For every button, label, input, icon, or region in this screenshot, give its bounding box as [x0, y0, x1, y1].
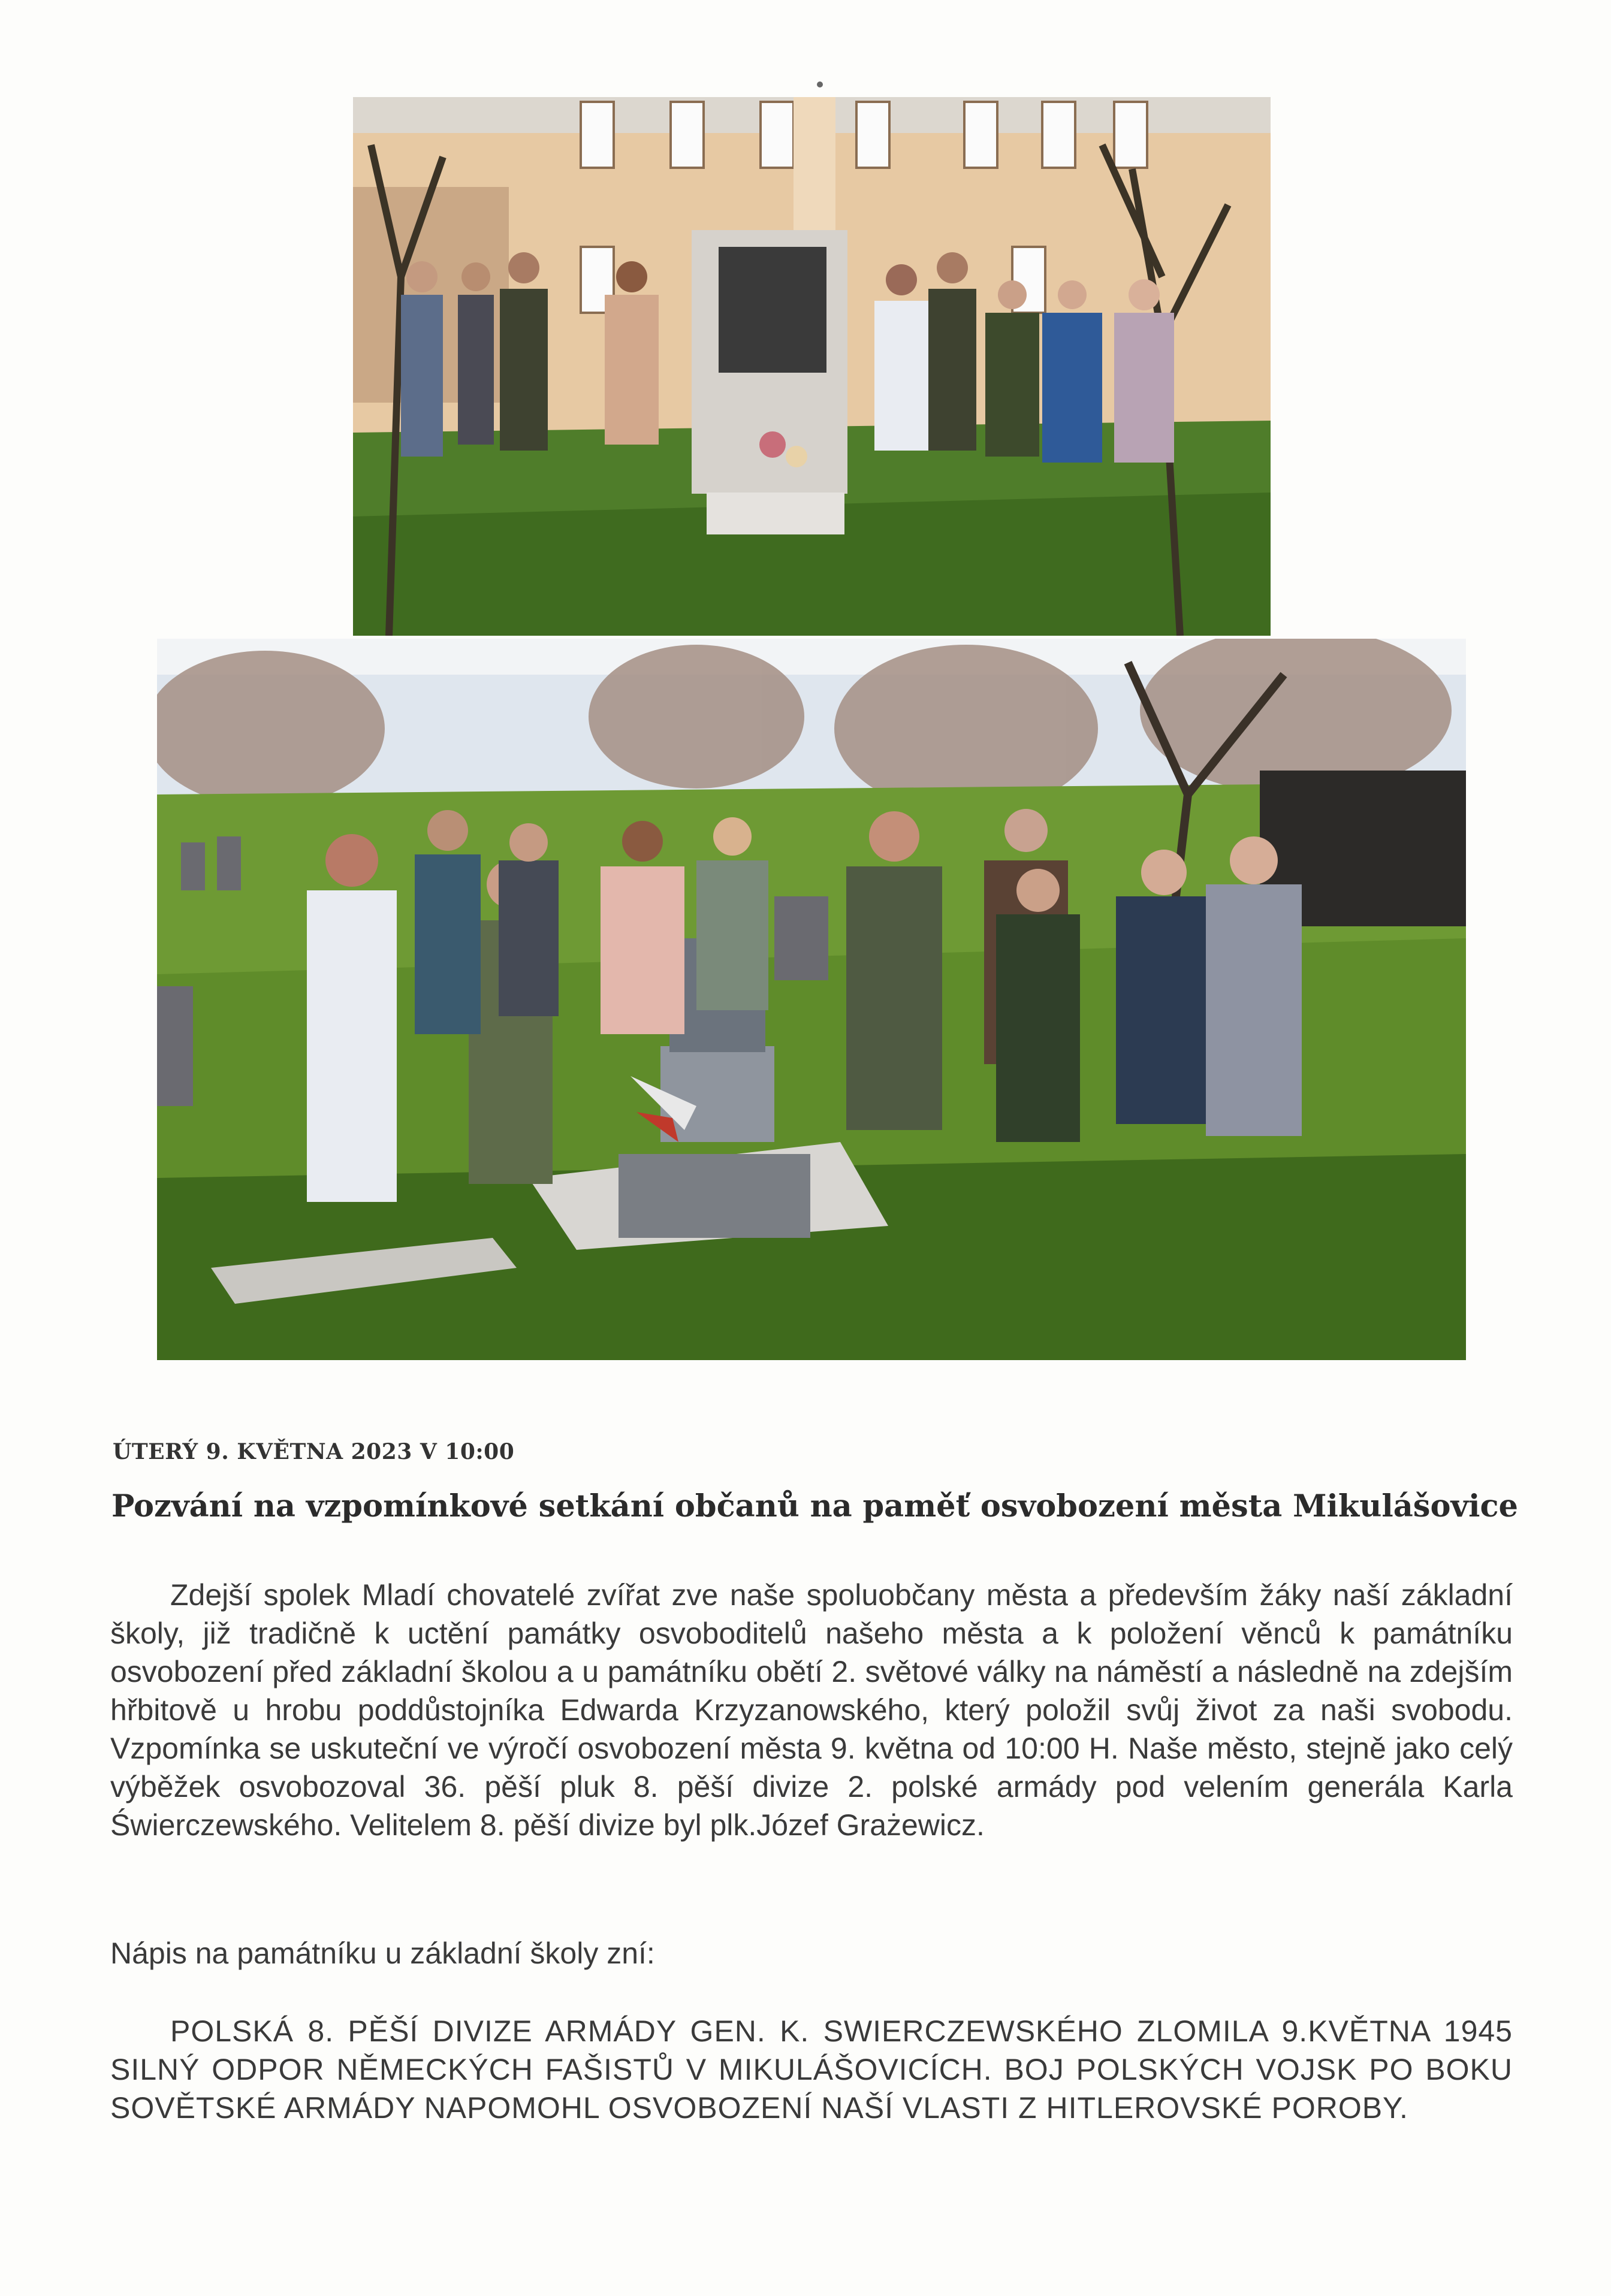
photo-cemetery-grave [157, 639, 1466, 1360]
scan-speck [817, 81, 823, 87]
inscription-label: Nápis na památníku u základní školy zní: [110, 1937, 655, 1970]
memorial-inscription: POLSKÁ 8. PĚŠÍ DIVIZE ARMÁDY GEN. K. SWIERCZEWSKÉHO ZLOMILA 9.KVĚTNA 1945 SILNÝ ODPOR NĚMECKÝCH FAŠISTŮ V MIKULÁŠOVICÍCH. BOJ POLSKÝCH VOJSK PO BOKU SOVĚTSKÉ ARMÁDY NAPOMOHL OSVOBOZENÍ NAŠÍ VLASTI Z HITLEROVSKÉ POROBY. [110, 2014, 1513, 2125]
event-date-line: ÚTERÝ 9. KVĚTNA 2023 V 10:00 [113, 1439, 515, 1464]
article-body-paragraph: Zdejší spolek Mladí chovatelé zvířat zve naše spoluobčany města a především žáky naší základní školy, již tradičně k uctění památky osvoboditelů našeho města a k položení věnců k památníku osvobození před základní školou a u památníku obětí 2. světové války na náměstí a následně na zdejším hřbitově u hrobu poddůstojníka Edwarda Krzyzanowského, který položil svůj život za naši svobodu. Vzpomínka se uskuteční ve výročí osvobození města 9. května od 10:00 H. Naše město, stejně jako celý výběžek osvobozoval 36. pěší pluk 8. pěší divize 2. polské armády pod velením generála Karla Świerczewského. Velitelem 8. pěší divize byl plk.Józef Grażewicz. [110, 1578, 1513, 1842]
photo-school-memorial [353, 97, 1271, 636]
article-title: Pozvání na vzpomínkové setkání občanů na paměť osvobození města Mikulášovice [111, 1488, 1518, 1524]
